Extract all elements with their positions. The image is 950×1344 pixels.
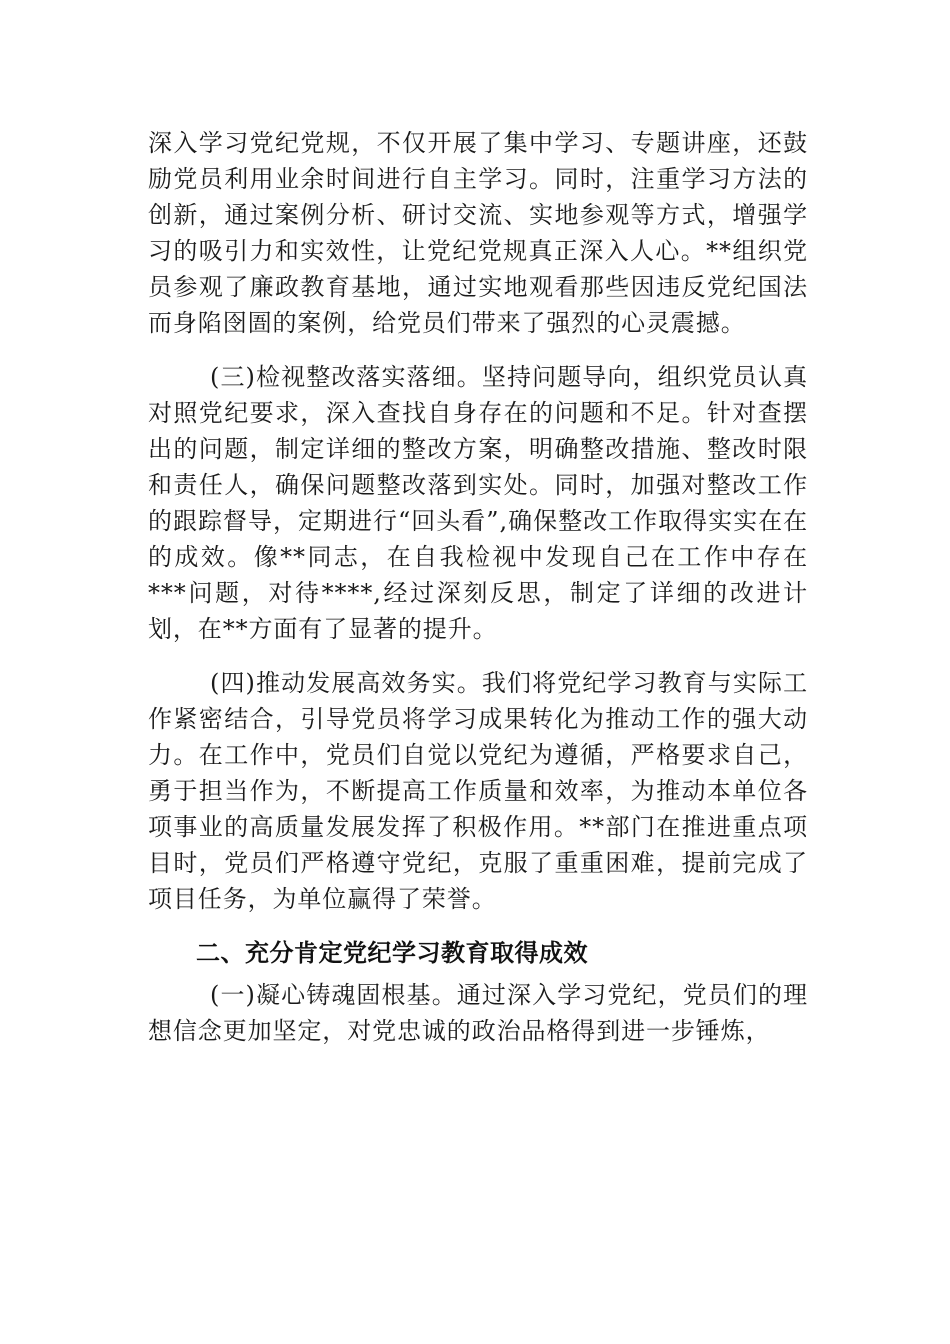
paragraph-continuation: 深入学习党纪党规，不仅开展了集中学习、专题讲座，还鼓励党员利用业余时间进行自主学习。同时，注重学习方法的创新，通过案例分析、研讨交流、实地参观等方式，增强学习的吸引力和实效性，让党纪党规真正深入人心。**组织党员参观了廉政教育基地，通过实地观看那些因违反党纪国法而身陷囹圄的案例，给党员们带来了强烈的心灵震撼。 <box>148 129 808 337</box>
paragraph-section-three: (三)检视整改落实落细。坚持问题导向，组织党员认真对照党纪要求，深入查找自身存在的问题和不足。针对查摆出的问题，制定详细的整改方案，明确整改措施、整改时限和责任人，确保问题整改落到实处。同时，加强对整改工作的跟踪督导，定期进行“回头看”,确保整改工作取得实实在在的成效。像**同志，在自我检视中发现自己在工作中存在***问题，对待****,经过深刻反思，制定了详细的改进计划，在**方面有了显著的提升。 <box>148 363 808 643</box>
paragraph-section-four: (四)推动发展高效务实。我们将党纪学习教育与实际工作紧密结合，引导党员将学习成果转化为推动工作的强大动力。在工作中，党员们自觉以党纪为遵循，严格要求自己，勇于担当作为，不断提高工作质量和效率，为推动本单位各项事业的高质量发展发挥了积极作用。**部门在推进重点项目时，党员们严格遵守党纪，克服了重重困难，提前完成了项目任务，为单位赢得了荣誉。 <box>148 669 808 913</box>
document-body <box>148 125 808 1049</box>
paragraph-section-one: (一)凝心铸魂固根基。通过深入学习党纪，党员们的理想信念更加坚定，对党忠诚的政治品格得到进一步锤炼， <box>148 981 808 1045</box>
section-heading: 二、充分肯定党纪学习教育取得成效 <box>196 939 588 967</box>
